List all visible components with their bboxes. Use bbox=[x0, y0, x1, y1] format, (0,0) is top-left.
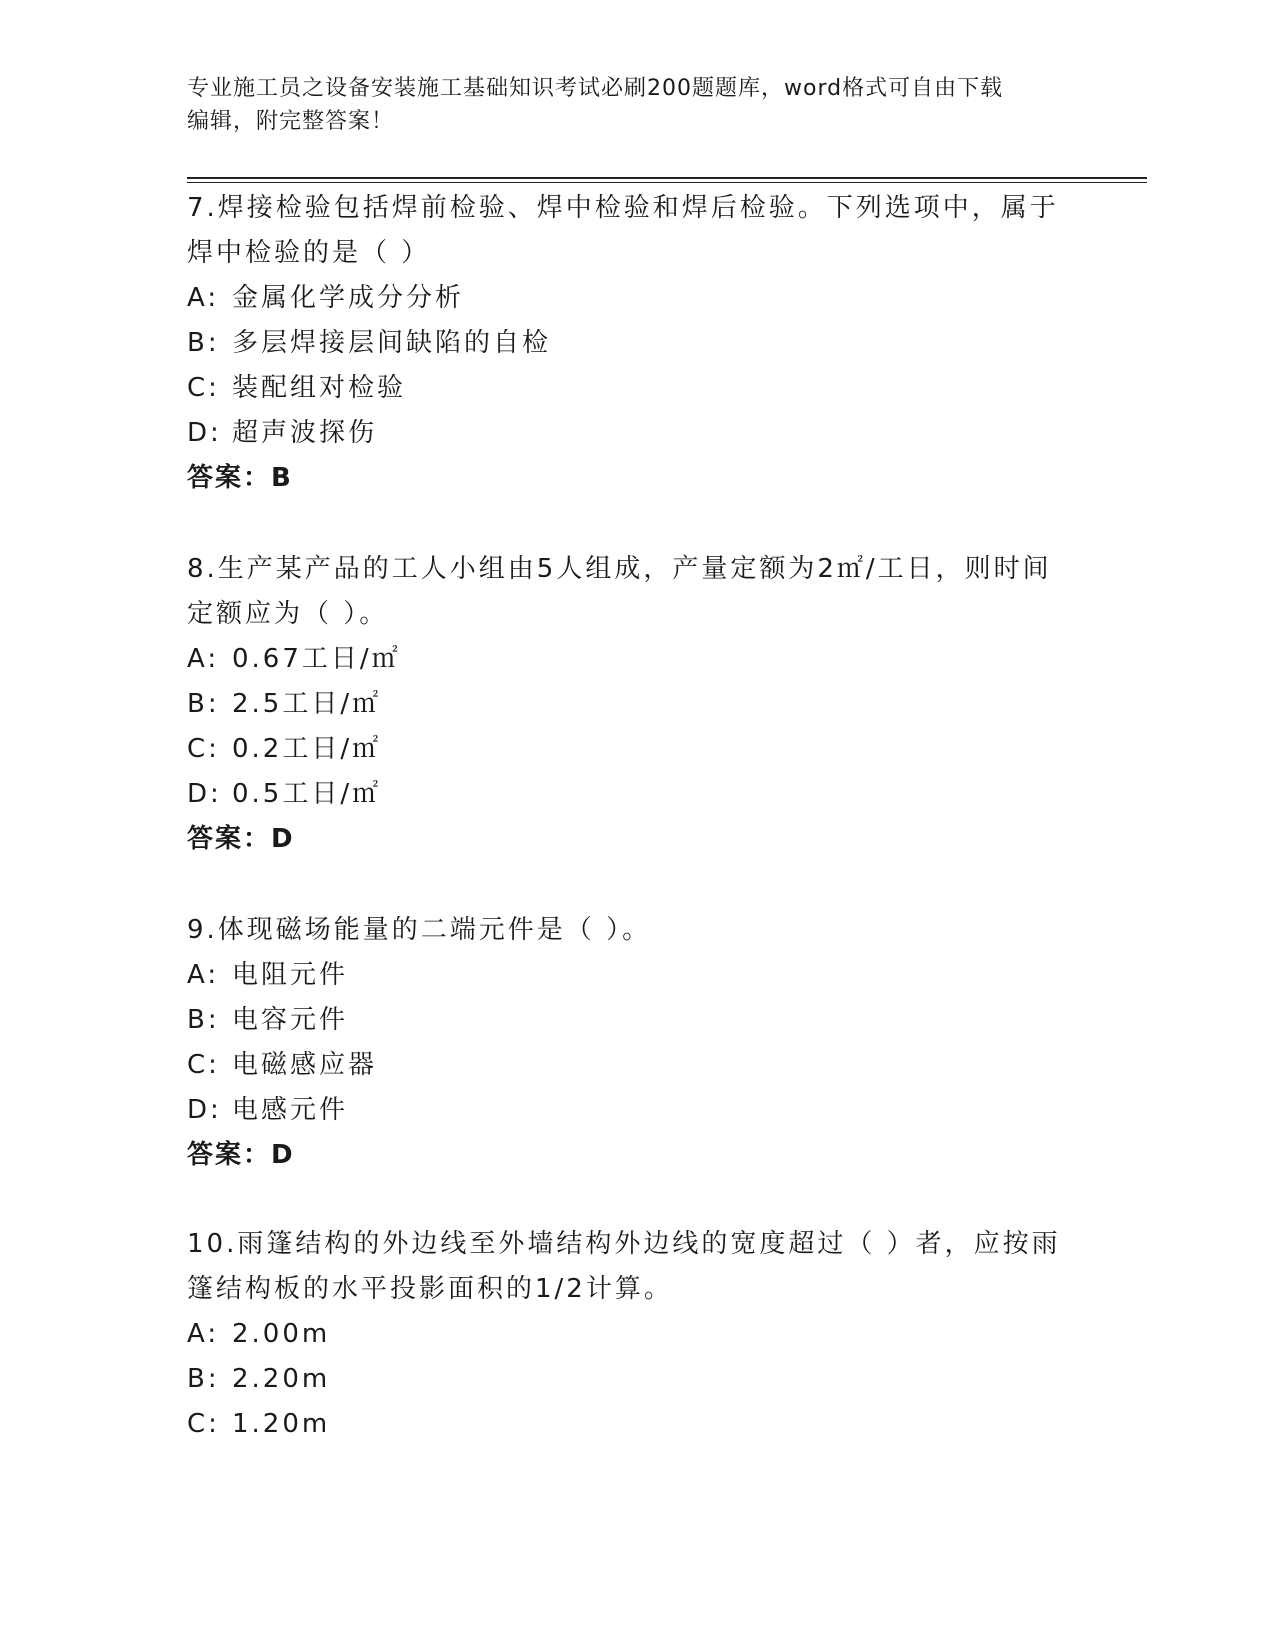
option-text: 电阻元件 bbox=[232, 960, 349, 990]
option-text: 电感元件 bbox=[232, 1095, 349, 1125]
option-key: C: bbox=[187, 373, 220, 403]
option-key: B: bbox=[187, 689, 220, 719]
option-key: B: bbox=[187, 1364, 220, 1394]
option-text: 超声波探伤 bbox=[232, 418, 378, 448]
option-key: C: bbox=[187, 734, 220, 764]
option-key: A: bbox=[187, 283, 220, 313]
option-b bbox=[187, 998, 1067, 1043]
answer-line: 答案：B bbox=[187, 463, 293, 493]
option-c bbox=[187, 1402, 1067, 1447]
option-key: A: bbox=[187, 1319, 220, 1349]
option-text: 1.20m bbox=[232, 1409, 331, 1439]
option-c bbox=[187, 727, 1067, 772]
question-10 bbox=[187, 1222, 1067, 1447]
option-key: C: bbox=[187, 1409, 220, 1439]
option-key: A: bbox=[187, 960, 220, 990]
option-text: 2.00m bbox=[232, 1319, 331, 1349]
option-text: 0.67工日/㎡ bbox=[232, 644, 401, 674]
option-text: 装配组对检验 bbox=[232, 373, 407, 403]
document-header bbox=[187, 72, 1067, 138]
question-stem-line: 焊中检验的是（ ） bbox=[187, 238, 431, 268]
question-stem-line: 7.焊接检验包括焊前检验、焊中检验和焊后检验。下列选项中，属于 bbox=[187, 193, 1059, 223]
option-text: 2.20m bbox=[232, 1364, 331, 1394]
option-key: D: bbox=[187, 779, 222, 809]
option-text: 金属化学成分分析 bbox=[232, 283, 465, 313]
question-8 bbox=[187, 547, 1067, 862]
header-divider-thick bbox=[187, 177, 1147, 179]
question-stem-line: 8.生产某产品的工人小组由5人组成，产量定额为2㎡/工日，则时间 bbox=[187, 554, 1052, 584]
answer-line: 答案：D bbox=[187, 1140, 295, 1170]
option-a bbox=[187, 637, 1067, 682]
option-b bbox=[187, 321, 1067, 366]
option-d bbox=[187, 1088, 1067, 1133]
option-text: 电磁感应器 bbox=[232, 1050, 378, 1080]
answer-line: 答案：D bbox=[187, 824, 295, 854]
header-line-2: 编辑，附完整答案！ bbox=[187, 109, 395, 134]
option-key: D: bbox=[187, 418, 222, 448]
option-text: 0.5工日/㎡ bbox=[232, 779, 382, 809]
option-a bbox=[187, 1312, 1067, 1357]
option-b bbox=[187, 1357, 1067, 1402]
header-divider-thin bbox=[187, 182, 1147, 183]
option-key: A: bbox=[187, 644, 220, 674]
option-d bbox=[187, 411, 1067, 456]
option-c bbox=[187, 1043, 1067, 1088]
question-stem-line: 篷结构板的水平投影面积的1/2计算。 bbox=[187, 1274, 673, 1304]
option-text: 多层焊接层间缺陷的自检 bbox=[232, 328, 552, 358]
option-a bbox=[187, 953, 1067, 998]
question-stem-line: 10.雨篷结构的外边线至外墙结构外边线的宽度超过（ ）者，应按雨 bbox=[187, 1229, 1061, 1259]
question-stem-line: 定额应为（ ）。 bbox=[187, 599, 389, 629]
option-key: B: bbox=[187, 1005, 220, 1035]
option-c bbox=[187, 366, 1067, 411]
option-key: B: bbox=[187, 328, 220, 358]
header-line-1: 专业施工员之设备安装施工基础知识考试必刷200题题库，word格式可自由下载 bbox=[187, 76, 1004, 101]
option-b bbox=[187, 682, 1067, 727]
question-9 bbox=[187, 908, 1067, 1178]
option-a bbox=[187, 276, 1067, 321]
option-key: C: bbox=[187, 1050, 220, 1080]
option-d bbox=[187, 772, 1067, 817]
question-7 bbox=[187, 186, 1067, 501]
option-text: 电容元件 bbox=[232, 1005, 349, 1035]
question-stem-line: 9.体现磁场能量的二端元件是（ ）。 bbox=[187, 915, 652, 945]
option-text: 2.5工日/㎡ bbox=[232, 689, 382, 719]
option-key: D: bbox=[187, 1095, 222, 1125]
option-text: 0.2工日/㎡ bbox=[232, 734, 382, 764]
